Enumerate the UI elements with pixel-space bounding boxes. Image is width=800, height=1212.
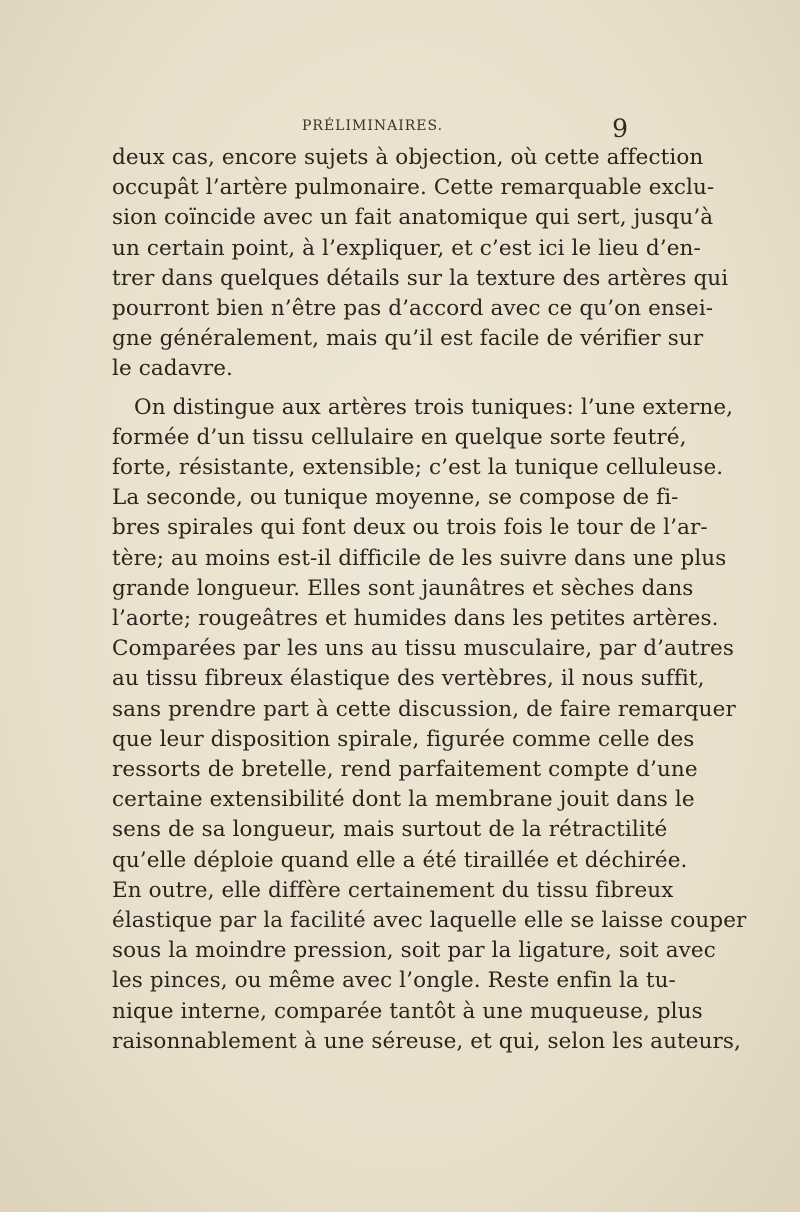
text-line: sous la moindre pression, soit par la ligature, soit avec <box>112 938 716 964</box>
text-line: occupât l’artère pulmonaire. Cette remarquable exclu- <box>112 175 715 201</box>
text-line: sion coïncide avec un fait anatomique qui sert, jusqu’à <box>112 205 714 231</box>
body-text <box>112 143 747 1057</box>
text-line: qu’elle déploie quand elle a été tiraillée et déchirée. <box>112 847 688 873</box>
text-line: certaine extensibilité dont la membrane jouit dans le <box>112 787 695 813</box>
text-line: nique interne, comparée tantôt à une muqueuse, plus <box>112 998 703 1024</box>
text-line: deux cas, encore sujets à objection, où cette affection <box>112 145 704 170</box>
text-line: l’aorte; rougeâtres et humides dans les petites artères. <box>112 606 719 632</box>
text-line: formée d’un tissu cellulaire en quelque sorte feutré, <box>112 424 687 450</box>
text-line: les pinces, ou même avec l’ongle. Reste enfin la tu- <box>112 968 676 994</box>
text-line: La seconde, ou tunique moyenne, se compose de fi- <box>112 485 679 511</box>
text-line: sans prendre part à cette discussion, de faire remarquer <box>112 696 736 722</box>
text-line: au tissu fibreux élastique des vertèbres, il nous suffit, <box>112 666 705 692</box>
paragraph-1 <box>112 143 729 385</box>
text-line: forte, résistante, extensible; c’est la tunique celluleuse. <box>112 455 724 481</box>
text-line: sens de sa longueur, mais surtout de la rétractilité <box>112 817 668 843</box>
paragraph-2 <box>112 393 747 1057</box>
text-line: que leur disposition spirale, figurée comme celle des <box>112 726 695 752</box>
page-header <box>112 114 632 144</box>
text-line: élastique par la facilité avec laquelle elle se laisse couper <box>112 908 747 934</box>
text-line: gne généralement, mais qu’il est facile de vérifier sur <box>112 326 704 352</box>
text-line: raisonnablement à une séreuse, et qui, selon les auteurs, <box>112 1028 741 1054</box>
text-line: En outre, elle diffère certainement du tissu fibreux <box>112 877 674 903</box>
text-line: On distingue aux artères trois tuniques: l’une externe, <box>134 394 734 420</box>
page-number: 9 <box>612 114 628 143</box>
text-line: bres spirales qui font deux ou trois fois le tour de l’ar- <box>112 515 708 541</box>
text-line: grande longueur. Elles sont jaunâtres et sèches dans <box>112 575 694 601</box>
text-line: Comparées par les uns au tissu musculaire, par d’autres <box>112 636 734 662</box>
text-line: trer dans quelques détails sur la texture des artères qui <box>112 265 729 291</box>
text-line: le cadavre. <box>112 356 233 382</box>
text-line: ressorts de bretelle, rend parfaitement compte d’une <box>112 757 698 783</box>
text-line: un certain point, à l’expliquer, et c’est ici le lieu d’en- <box>112 235 701 261</box>
text-line: pourront bien n’être pas d’accord avec ce qu’on ensei- <box>112 296 714 322</box>
text-line: tère; au moins est-il difficile de les suivre dans une plus <box>112 545 727 571</box>
running-head: PRÉLIMINAIRES. <box>302 118 444 134</box>
